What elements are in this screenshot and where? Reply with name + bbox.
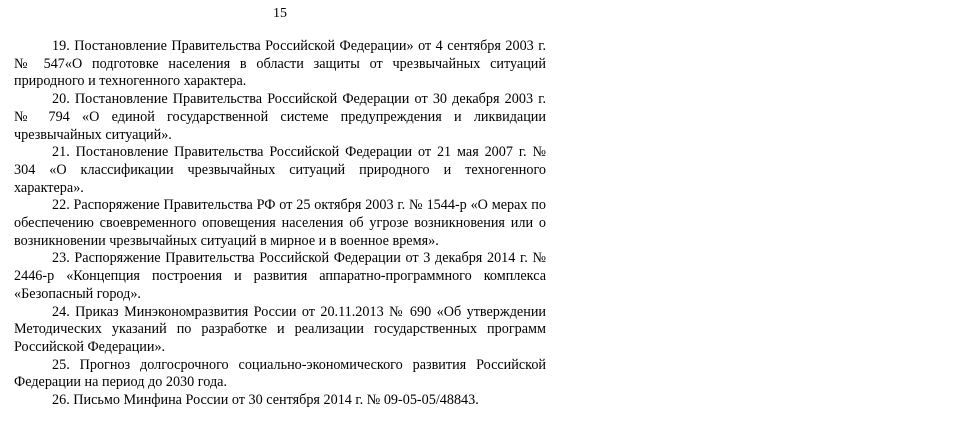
reference-list [14, 38, 546, 410]
reference-item: 23. Распоряжение Правительства Российской Федерации от 3 декабря 2014 г. № 2446-р «Концепция построения и развития аппаратно-программного комплекса «Безопасный город». [14, 250, 546, 302]
page-number [14, 5, 546, 22]
reference-item: 22. Распоряжение Правительства РФ от 25 октября 2003 г. № 1544-р «О мерах по обеспечению своевременного оповещения населения об угрозе возникновения или о возникновении чрезвычайных ситуаций в мирное и в военное время». [14, 197, 546, 249]
document-page [14, 0, 546, 438]
reference-item: 21. Постановление Правительства Российской Федерации от 21 мая 2007 г. № 304 «О классификации чрезвычайных ситуаций природного и техногенного характера». [14, 144, 546, 196]
reference-item: 19. Постановление Правительства Российской Федерации» от 4 сентября 2003 г. № 547«О подготовке населения в области защиты от чрезвычайных ситуаций природного и техногенного характера. [14, 38, 546, 90]
page-number-text: 15 [273, 6, 287, 21]
reference-item: 20. Постановление Правительства Российской Федерации от 30 декабря 2003 г. № 794 «О единой государственной системе предупреждения и ликвидации чрезвычайных ситуаций». [14, 91, 546, 143]
reference-item: 25. Прогноз долгосрочного социально-экономического развития Российской Федерации на период до 2030 года. [14, 356, 546, 391]
reference-item: 26. Письмо Минфина России от 30 сентября 2014 г. № 09-05-05/48843. [52, 392, 479, 409]
reference-item: 24. Приказ Минэкономразвития России от 20.11.2013 № 690 «Об утверждении Методических указаний по разработке и реализации государственных программ Российской Федерации». [14, 303, 546, 355]
